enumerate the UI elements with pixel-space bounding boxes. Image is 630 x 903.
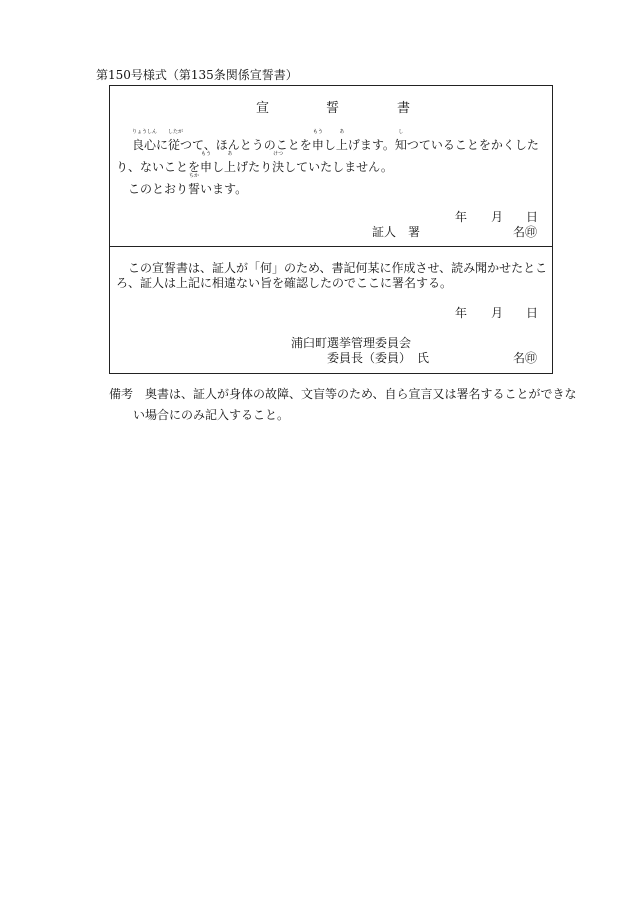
ruby-word: 従 したが	[168, 129, 184, 152]
oath-date-month: 月	[491, 210, 504, 224]
seal-icon: ㊞	[525, 351, 538, 365]
oath-text-line-1: 良心 りょうしん に従 したが つて、ほんとうのことを申 もう し上 あ げます。知 し つていることをかくした	[132, 129, 539, 152]
ruby-word: 上 あ	[335, 129, 348, 152]
seal-icon: ㊞	[525, 225, 538, 239]
ruby-reading: ちか	[189, 173, 200, 179]
ruby-reading: したが	[168, 129, 184, 135]
oath-text-line-3: このとおり誓 ちか います。	[128, 173, 248, 196]
ruby-reading: あ	[339, 129, 345, 135]
ruby-reading: し	[398, 129, 404, 135]
remarks-label: 備考	[109, 387, 134, 401]
oath-text-line-2: り、ないことを申 もう し上 あ げたり決 けつ していたしません。	[116, 151, 393, 174]
section-divider	[110, 246, 552, 247]
ruby-reading: けつ	[273, 151, 284, 157]
oath-date-day: 日	[526, 210, 539, 224]
proxy-date-day: 日	[526, 306, 539, 320]
remarks-text-line-1: 奥書は、証人が身体の故障、文盲等のため、自ら宣言又は署名することができな	[145, 387, 577, 401]
witness-name-label: 名	[513, 225, 526, 239]
remarks-text-line-2: い場合にのみ記入すること。	[133, 408, 290, 422]
ruby-word: 良心 りょうしん	[132, 129, 158, 152]
proxy-text-line-2: ろ、証人は上記に相違ない旨を確認したのでここに署名する。	[116, 276, 453, 290]
ruby-word: 誓 ちか	[188, 173, 201, 196]
title-char-3: 書	[397, 101, 411, 116]
ruby-word: 決 けつ	[272, 151, 285, 174]
title-char-2: 誓	[326, 101, 340, 116]
title-char-1: 宣	[256, 101, 270, 116]
ruby-reading: あ	[227, 151, 233, 157]
ruby-word: 申 もう	[311, 129, 324, 152]
ruby-word: 上 あ	[224, 151, 237, 174]
ruby-word: 申 もう	[200, 151, 213, 174]
ruby-reading: もう	[201, 151, 212, 157]
oath-title	[110, 102, 554, 116]
committee-name: 浦臼町選挙管理委員会	[291, 336, 412, 350]
form-number-heading: 第150号様式（第135条関係宣誓書）	[96, 68, 298, 82]
proxy-date-month: 月	[491, 306, 504, 320]
ruby-reading: りょうしん	[132, 129, 158, 135]
ruby-word: 知 し	[394, 129, 407, 152]
committee-chair-label: 委員長（委員） 氏	[327, 351, 430, 365]
proxy-text-line-1: この宣誓書は、証人が「何」のため、書記何某に作成させ、読み聞かせたとこ	[128, 261, 548, 275]
witness-signature-label: 証人 署	[372, 225, 421, 239]
oath-form-frame	[109, 85, 553, 374]
oath-date-year: 年	[455, 210, 468, 224]
proxy-date-year: 年	[455, 306, 468, 320]
chair-name-label: 名	[513, 351, 526, 365]
ruby-reading: もう	[312, 129, 323, 135]
